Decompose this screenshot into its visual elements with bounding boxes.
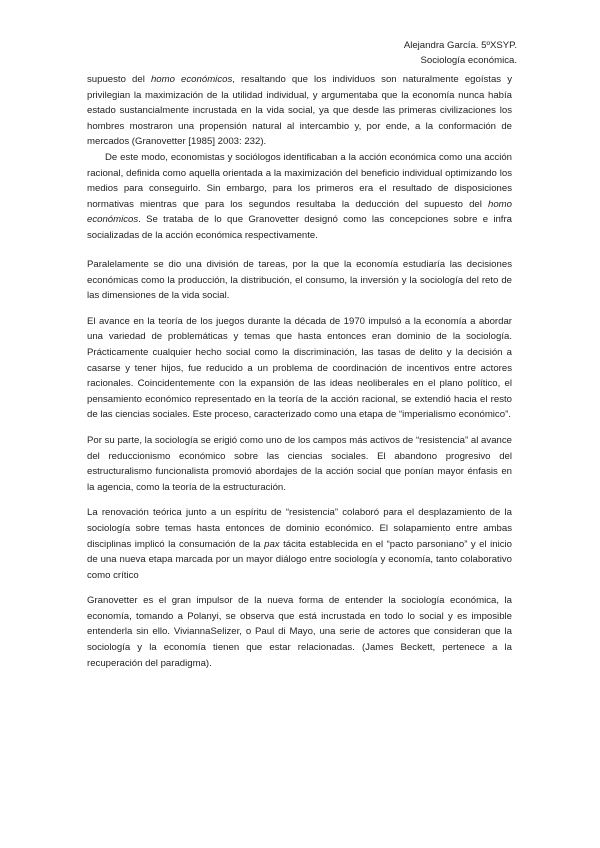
page-header — [404, 38, 517, 68]
paragraph — [87, 150, 512, 244]
text-run: La renovación teórica junto a un espíritu de “resistencia” colaboró para el desplazamiento de la sociología sobre temas hasta entonces de dominio económico. El solapamiento entre ambas disciplinas implicó la consumación de la — [87, 507, 512, 550]
paragraph: El avance en la teoría de los juegos durante la década de 1970 impulsó a la economía a abordar una variedad de problemáticas y temas que hasta entonces eran dominio de la sociología. Prácticamente cualquier hecho social como la discriminación, las tasas de delito y la decisión a casarse y tener hijos, fue reducido a un problema de coordinación de incentivos entre actores racionales. Coincidentemente con la expansión de las ideas neoliberales en el plano político, el pensamiento económico representado en la teoría de la acción racional, se extendió hacia el resto de las ciencias sociales. Este proceso, caracterizado como una etapa de “imperialismo económico”. — [87, 315, 512, 421]
paragraph — [87, 72, 512, 150]
text-run: . Se trataba de lo que Granovetter designó como las concepciones sobre e infra socializadas de la acción económica respectivamente. — [87, 214, 512, 241]
header-subject: Sociología económica. — [420, 55, 517, 67]
paragraph — [87, 505, 512, 583]
text-run: , resaltando que los individuos son naturalmente egoístas y privilegian la maximización de la utilidad individual, y argumentaba que la economía nunca había estado sustancialmente incrustada en la vida social, ya que desde las primeras civilizaciones los hombres mostraron una propensión natural al intercambio y, por ende, a la conformación de mercados (Granovetter [1985] 2003: 232). — [87, 74, 512, 148]
text-run: De este modo, economistas y sociólogos identificaban a la acción económica como una acción racional, definida como aquella orientada a la maximización del beneficio individual optimizando los medios para conseguirlo. Sin embargo, para los primeros era el resultado de disposiciones normativas mientras que para los segundos resultaba la deducción del supuesto del — [87, 151, 512, 210]
italic-term: homo económicos — [87, 198, 512, 226]
italic-term: pax — [264, 538, 280, 550]
text-run: supuesto del — [87, 74, 151, 85]
text-run: tácita establecida en el “pacto parsoniano” y el inicio de una nueva etapa marcada por un mayor diálogo entre sociología y economía, tanto colaborativo como crítico — [87, 538, 512, 581]
text-block-1 — [87, 72, 512, 244]
header-author: Alejandra García. 5ºXSYP. — [403, 40, 517, 51]
paragraph: Granovetter es el gran impulsor de la nueva forma de entender la sociología económica, la economía, tomando a Polanyi, se observa que está incrustada en todo lo social y es imposible entenderla sin ello. ViviannaSelizer, o Paul di Mayo, una serie de actores que consideran que la sociología y la economía tienen que estar relacionadas. (James Beckett, pertenece a la recuperación del paradigma). — [87, 595, 512, 669]
paragraph: Paralelamente se dio una división de tareas, por la que la economía estudiaría las decisiones económicas como la producción, la distribución, el consumo, la inversión y la sociología del reto de las dimensiones de la vida social. — [87, 259, 512, 302]
text-block-2 — [87, 257, 512, 671]
paragraph: Por su parte, la sociología se erigió como uno de los campos más activos de “resistencia” al avance del reduccionismo económico sobre las ciencias sociales. El abandono progresivo del estructuralismo funcionalista promovió abordajes de la acción social que ponían mayor énfasis en la agencia, como la teoría de la estructuración. — [87, 434, 512, 493]
italic-term: homo económicos — [150, 74, 233, 85]
